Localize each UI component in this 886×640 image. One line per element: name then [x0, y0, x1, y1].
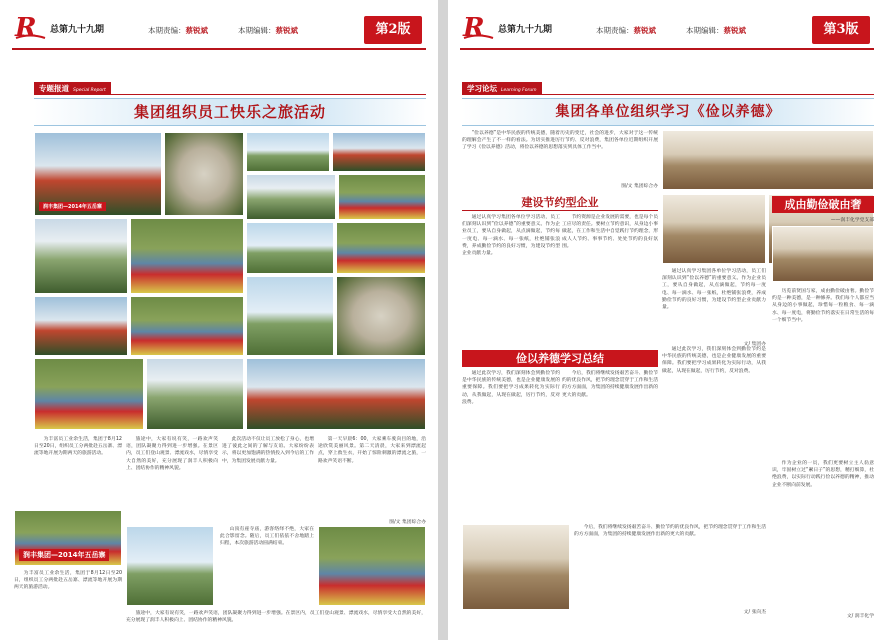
- sub2-col-3: 通过此次学习，我们深刻体会到勤俭节约是中华民族的传统美德，也是企业健康发展的重要保障。我们要把学习成果转化为实际行动，从我做起，从现在做起，厉行节约，反对浪费。: [662, 347, 766, 374]
- sub1-byline: 文/ 集团办: [743, 342, 766, 347]
- svg-text:R: R: [463, 13, 485, 42]
- company-logo-icon: [14, 12, 46, 42]
- sub2-byline: 文/ 张向杰: [743, 610, 766, 615]
- box-col-1: 历览前贤国与家，成由勤俭破由奢。勤俭节约是一种美德，是一种修养。我们每个人都应当从身边的小事做起，珍惜每一粒粮食、每一滴水、每一度电，将勤俭节约落实在日常生活的每一个细节当中。: [772, 289, 874, 323]
- page-2: [0, 0, 438, 640]
- editor-label: 本期责编：蔡锐斌: [148, 26, 208, 35]
- sub2-col-2: 今后，我们将继续发扬艰苦奋斗、勤俭节约的优良作风，把节约理念贯穿于工作和生活的方方面面，为集团的持续健康发展作出新的更大的贡献。: [562, 371, 658, 398]
- intro-text: “俭以养德”是中华民族的传统美德，随着历史的变迁，社会的进步，大家对于这一传统的理解会产生了不一样的看法。为切实推进厉行节约、反对浪费，集团各单位近期组织开展了学习《俭以养德》活动，将俭以养德的思想落实到具体工作当中。: [462, 131, 658, 151]
- scenery-photo-1: [246, 132, 330, 172]
- banner-photo: [14, 510, 122, 566]
- mountain-view-photo: [34, 218, 128, 294]
- group-photo-caption: 润丰集团—2014年五岳寨: [39, 202, 106, 211]
- page-3: [448, 0, 886, 640]
- subheading-2: 俭以养德学习总结: [462, 350, 658, 367]
- box-photo: [772, 226, 874, 282]
- scenery-photo-4: [126, 526, 214, 606]
- scenery-photo-2: [332, 132, 426, 172]
- svg-text:R: R: [15, 13, 37, 42]
- page-header: [12, 10, 426, 50]
- subheading-1: 建设节约型企业: [521, 196, 599, 209]
- article-col-5: 山顶有座寺庙，游客络绎不绝，大家在此合影留念。随后，员工们依依不舍地踏上归程，本次旅游活动圆满结束。: [220, 527, 314, 547]
- rafting-photo-6: [318, 526, 426, 606]
- scenery-photo-3: [246, 222, 334, 274]
- headline: 集团各单位组织学习《俭以养德》: [555, 104, 781, 120]
- section-rule: [34, 94, 426, 95]
- issue-number: 总第九十九期: [50, 25, 105, 35]
- proof-label: 本期编辑：蔡锐斌: [686, 26, 746, 35]
- headline-banner: [34, 98, 426, 126]
- article-footer: 旅途中，大家有说有笑，一路欢声笑语，团队凝聚力得到进一步增强。在景区内，员工们登山观景、漂流戏水，尽情享受大自然的美好，充分展现了润丰人积极向上、团结协作的精神风貌。: [126, 611, 426, 624]
- subheading-1-rule: [462, 210, 658, 211]
- rafting-photo-1: [338, 174, 426, 220]
- meeting-photo: [662, 130, 874, 190]
- sub2-col-1: 通过此次学习，我们深刻体会到勤俭节约是中华民族的传统美德，也是企业健康发展的重要保障。我们要把学习成果转化为实际行动，从我做起，从现在做起，厉行节约，反对浪费。: [462, 371, 560, 405]
- study-photo-3: [462, 524, 570, 610]
- section-tag: 学习论坛 Learning Forum: [462, 82, 542, 95]
- study-photo-1: [662, 194, 766, 264]
- box-byline: 文/ 润丰化学: [846, 614, 874, 619]
- page-number: 第3版: [812, 16, 870, 44]
- page-number: 第2版: [364, 16, 422, 44]
- section-rule: [462, 94, 874, 95]
- banner-caption: 润丰集团—2014年五岳寨: [19, 549, 109, 561]
- article-col-2: 旅途中，大家有说有笑，一路欢声笑语，团队凝聚力得到进一步增强。在景区内，员工们登山观景、漂流戏水，尽情享受大自然的美好，充分展现了润丰人积极向上、团结协作的精神风貌。: [126, 437, 218, 471]
- group-portrait-photo: [246, 358, 426, 430]
- section-tag: 专题报道 Special Report: [34, 82, 111, 95]
- byline: 图/文 集团综合办: [389, 520, 426, 525]
- article-col-3: 此次活动不仅让员工放松了身心，也增进了彼此之间的了解与友谊。大家纷纷表示，将以更加饱满的热情投入到今后的工作中，为集团发展贡献力量。: [222, 437, 314, 464]
- forest-photo: [146, 358, 244, 430]
- rafting-photo-2: [130, 218, 244, 294]
- article-col-1: 为丰富员工业余生活，集团于8月12日至20日，组织员工分两批赴五岳寨、漂流等地开展为期两天的旅游活动。: [34, 437, 122, 457]
- page-header: [460, 10, 874, 50]
- group-photo: [34, 132, 162, 216]
- box-col-2: 作为企业的一员，我们更要树立主人翁意识，牢固树立过“紧日子”的思想，精打细算，杜绝浪费，以实际行动践行俭以养德的精神，推动企业不断向前发展。: [772, 461, 874, 488]
- spread-gutter: [438, 0, 448, 640]
- valley-photo: [246, 276, 334, 356]
- sub1-col-3: 通过认真学习集团各单位学习活动，员工们深刻认识到“俭以养德”的重要意义。作为企业员工，要从自身做起，从点滴做起，节约每一度电、每一滴水、每一张纸，杜绝铺张浪费，养成勤俭节约的良好习惯，为建设节约型企业贡献力量。: [662, 269, 766, 311]
- box-subtitle: ——润丰化学党支部: [830, 218, 874, 223]
- mountain-photo: [246, 174, 336, 220]
- rafting-photo-4: [130, 296, 244, 356]
- team-photo: [34, 296, 128, 356]
- headline: 集团组织员工快乐之旅活动: [133, 103, 326, 121]
- intro-byline: 图/文 集团综合办: [621, 184, 658, 189]
- editor-label: 本期责编：蔡锐斌: [596, 26, 656, 35]
- proof-label: 本期编辑：蔡锐斌: [238, 26, 298, 35]
- headline-banner: [462, 98, 874, 126]
- issue-number: 总第九十九期: [498, 25, 553, 35]
- sub1-col-2: 节约资源是企业发展的需要，也是每个员工应尽的责任。要树立节约意识，从身边小事做起，在工作和生活中自觉践行节约理念，形成人人节约、事事节约、处处节约的良好氛围。: [562, 215, 658, 249]
- sub2-col-4: 今后，我们将继续发扬艰苦奋斗、勤俭节约的优良作风，把节约理念贯穿于工作和生活的方方面面，为集团的持续健康发展作出新的更大的贡献。: [574, 525, 766, 538]
- rafting-photo-5: [34, 358, 144, 430]
- company-logo-icon: [462, 12, 494, 42]
- box-title: 成由勤俭破由奢: [772, 196, 874, 213]
- sub1-col-1: 通过认真学习集团各单位学习活动，员工们深刻认识到“俭以养德”的重要意义。作为企业员工，要从自身做起，从点滴做起，节约每一度电、每一滴水、每一张纸，杜绝铺张浪费，养成勤俭节约的良好习惯，为建设节约型企业贡献力量。: [462, 215, 560, 257]
- article-col-4: 第一天早晨6：00，大家乘车驶向目的地，沿途欣赏美丽风景。第二天清晨，大家来到漂流起点，穿上救生衣，开始了惊险刺激的漂流之旅，一路欢声笑语不断。: [318, 437, 426, 464]
- rock-carving-photo: [164, 132, 244, 216]
- article-col-6: 为丰富员工业余生活，集团于8月12日至20日，组织员工分两批赴五岳寨、漂流等地开展为期两天的旅游活动。: [14, 571, 122, 591]
- rafting-photo-3: [336, 222, 426, 274]
- cliff-photo: [336, 276, 426, 356]
